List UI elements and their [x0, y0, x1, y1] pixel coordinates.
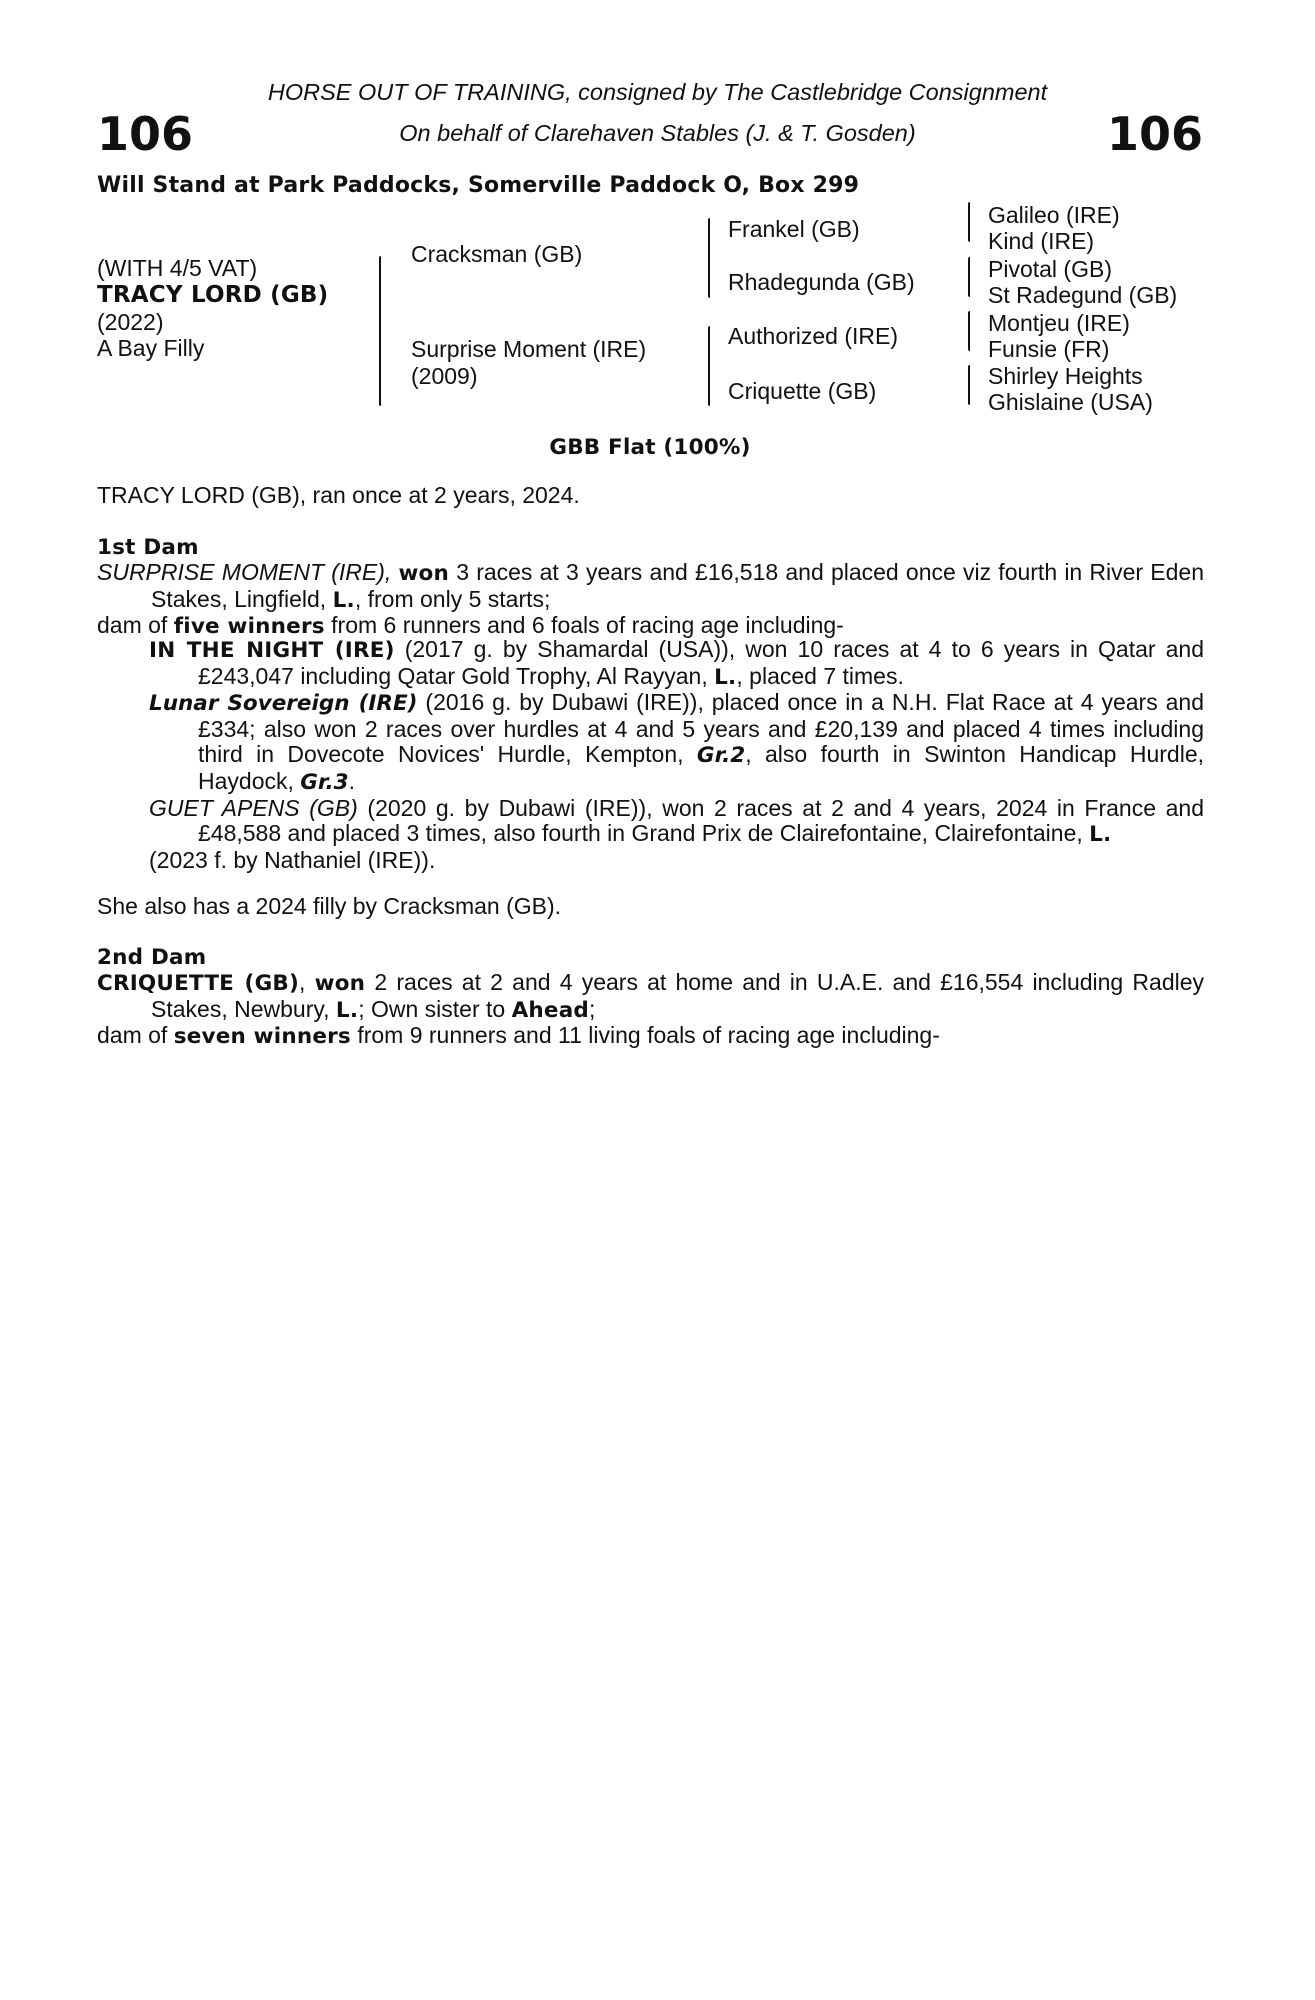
first-dam-heading: 1st Dam	[97, 535, 199, 560]
vat-note: (WITH 4/5 VAT)	[97, 255, 258, 281]
progeny-record: , also fourth in Swinton Handicap Hurdle, Haydock,	[198, 741, 1204, 794]
pedigree-ssd: Kind (IRE)	[988, 228, 1095, 254]
progeny-record-tail: .	[348, 767, 355, 794]
first-dam-name: SURPRISE MOMENT (IRE),	[97, 559, 392, 585]
pedigree-brace-main	[379, 256, 381, 406]
pedigree-brace-ds	[968, 311, 970, 351]
lot-number-left: 106	[97, 107, 194, 161]
dam-of-label: dam of	[97, 612, 168, 639]
pedigree-dam-sire: Authorized (IRE)	[728, 323, 899, 349]
pedigree-sdd: St Radegund (GB)	[988, 282, 1178, 308]
header-line1: HORSE OUT OF TRAINING, consigned by The Castlebridge Consignment	[267, 79, 1048, 105]
listed-label: L.	[332, 587, 355, 613]
pedigree-dds: Shirley Heights	[988, 363, 1143, 389]
progeny-name: Lunar Sovereign (IRE)	[149, 691, 418, 717]
first-dam-intro	[97, 560, 1204, 640]
dam-of-text: from 6 runners and 6 foals of racing age including-	[331, 612, 844, 639]
pedigree-sire: Cracksman (GB)	[411, 241, 583, 267]
first-dam-progeny	[149, 637, 1204, 873]
rating: GBB Flat (100%)	[549, 435, 751, 460]
won-label: won	[314, 971, 366, 996]
progeny-record: (2017 g. by Shamardal (USA)), won 10 races at 4 to 6 years in Qatar and £243,047 including Qatar Gold Trophy, Al Rayyan,	[198, 636, 1204, 689]
progeny-record: (2023 f. by Nathaniel (IRE)).	[149, 846, 436, 873]
pedigree-sire-dam: Rhadegunda (GB)	[728, 269, 915, 295]
grade-label: Gr.2	[696, 743, 746, 769]
pedigree-dss: Montjeu (IRE)	[988, 310, 1130, 336]
grade-label: Gr.3	[300, 769, 349, 795]
listed-label: L.	[1089, 822, 1112, 848]
pedigree-dam: Surprise Moment (IRE)	[411, 336, 647, 362]
horse-year: (2022)	[97, 309, 164, 335]
first-dam-record-tail: , from only 5 starts;	[354, 585, 551, 612]
dam-of-text: from 9 runners and 11 living foals of racing age including-	[357, 1022, 940, 1049]
pedigree-brace-ss	[968, 202, 970, 242]
second-dam-record-2: ; Own sister to	[358, 995, 506, 1022]
pedigree-sire-sire: Frankel (GB)	[728, 216, 860, 242]
lot-number-right: 106	[1106, 107, 1203, 161]
listed-label: L.	[335, 997, 359, 1023]
sister-name: Ahead	[511, 997, 590, 1023]
header-line2: On behalf of Clarehaven Stables (J. & T. Gosden)	[399, 120, 916, 146]
second-dam-intro: CRIQUETTE (GB), won 2 races at 2 and 4 years at home and in U.A.E. and £16,554 including Radley Stakes, Newbury, L.; Own sister to Ahead; dam of seven winners from 9 runners and 11 living foals of racing age including-	[97, 969, 1205, 1050]
pedigree-dam-year: (2009)	[411, 363, 478, 389]
stand-location: Will Stand at Park Paddocks, Somerville Paddock O, Box 299	[97, 173, 860, 198]
won-label: won	[398, 561, 449, 586]
listed-label: L.	[714, 664, 737, 690]
pedigree-brace-sire	[708, 218, 710, 298]
pedigree-dsd: Funsie (FR)	[988, 336, 1110, 362]
dam-of-label: dam of	[97, 1022, 168, 1049]
second-dam-heading: 2nd Dam	[97, 945, 207, 970]
winners-count: seven winners	[173, 1024, 351, 1050]
pedigree-dam-dam: Criquette (GB)	[728, 378, 877, 404]
progeny-record: (2016 g. by Dubawi (IRE)), placed once in a N.H. Flat Race at 4 years and £334; also won 2 races over hurdles at 4 and 5 years and £20,139 and placed 4 times including third in Dovecote Novices' Hurdle, Kempton,	[198, 689, 1205, 768]
race-summary: TRACY LORD (GB), ran once at 2 years, 2024.	[97, 482, 580, 508]
pedigree-brace-dd	[968, 365, 970, 405]
horse-description: A Bay Filly	[97, 335, 205, 361]
progeny-record-tail: , placed 7 times.	[736, 662, 904, 689]
list-item	[149, 848, 1204, 874]
second-dam-name: CRIQUETTE (GB)	[97, 971, 300, 996]
pedigree-brace-dam	[708, 326, 710, 406]
pedigree-sds: Pivotal (GB)	[988, 256, 1112, 282]
progeny-name: GUET APENS (GB)	[149, 794, 358, 821]
progeny-name: IN THE NIGHT (IRE)	[149, 638, 395, 663]
first-dam-also: She also has a 2024 filly by Cracksman (GB).	[97, 893, 562, 919]
pedigree-sss: Galileo (IRE)	[988, 202, 1120, 228]
progeny-record: (2020 g. by Dubawi (IRE)), won 2 races at 2 and 4 years, 2024 in France and £48,588 and placed 3 times, also fourth in Grand Prix de Clairefontaine, Clairefontaine,	[198, 794, 1205, 847]
first-dam-record: 3 races at 3 years and £16,518 and placed once viz fourth in River Eden Stakes, Lingfield,	[151, 559, 1205, 612]
winners-count: five winners	[173, 614, 325, 640]
pedigree-ddd: Ghislaine (USA)	[988, 389, 1153, 415]
horse-name: TRACY LORD (GB)	[97, 282, 329, 308]
list-item	[149, 690, 1204, 795]
list-item	[149, 637, 1204, 690]
pedigree-brace-sd	[968, 257, 970, 297]
list-item	[149, 796, 1204, 848]
second-dam-record: 2 races at 2 and 4 years at home and in U.A.E. and £16,554 including Radley Stakes, Newbury,	[151, 969, 1205, 1022]
